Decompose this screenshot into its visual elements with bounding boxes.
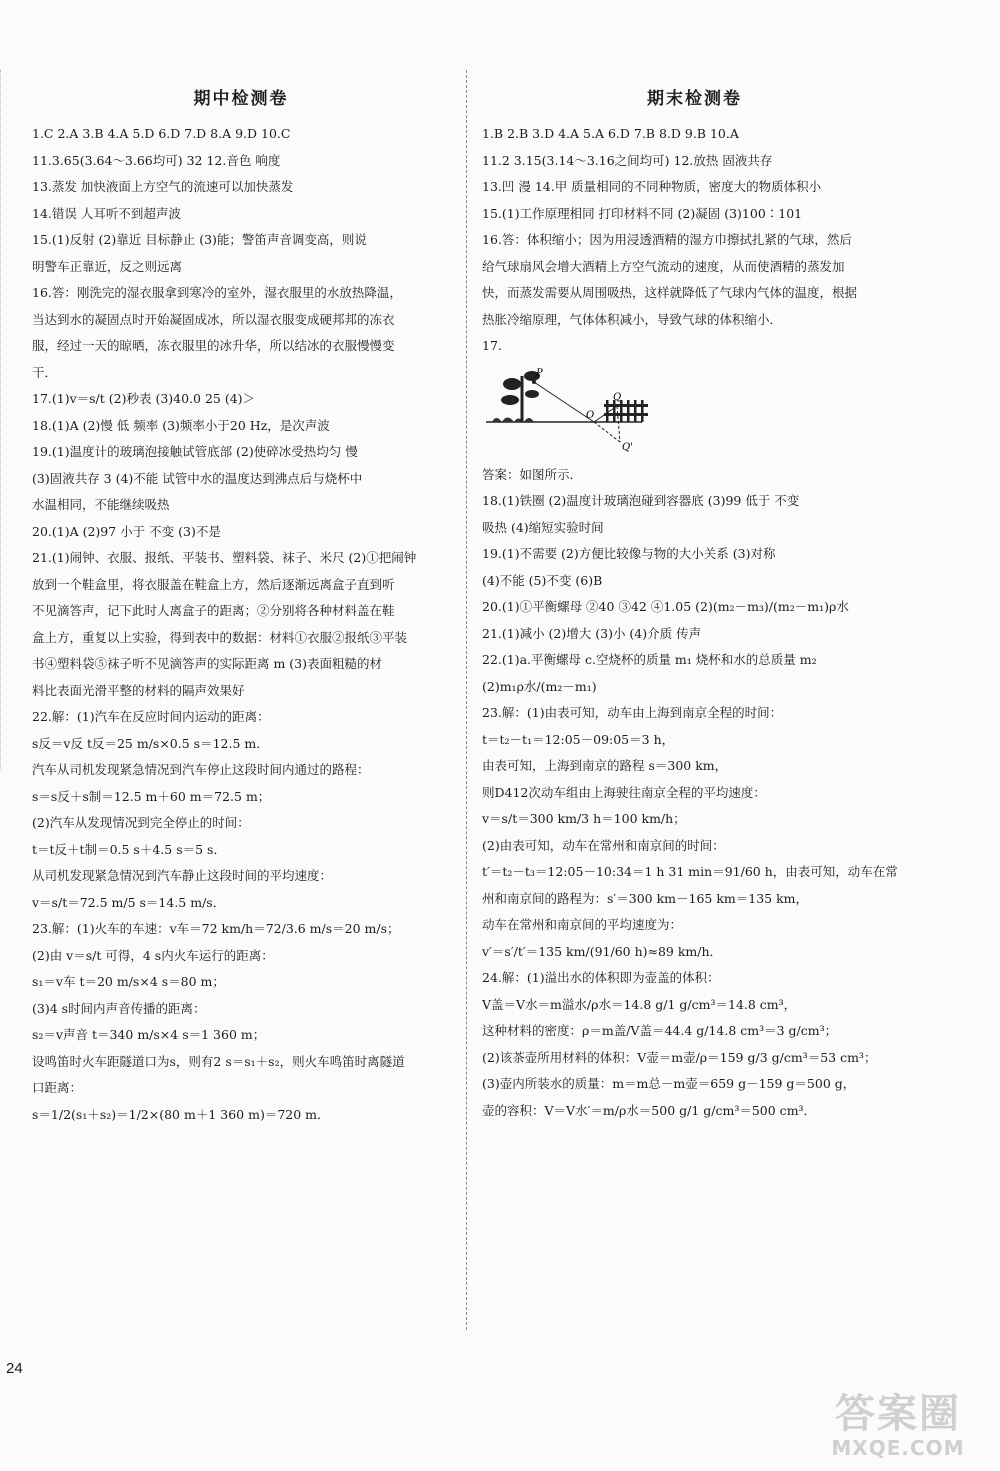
answer-line: s＝1/2(s₁＋s₂)＝1/2×(80 m＋1 360 m)＝720 m． [32,1106,330,1122]
midterm-title: 期中检测卷 [193,89,289,109]
answer-line: 则D412次动车组由上海驶往南京全程的平均速度： [482,784,766,800]
tree-leaf-icon [501,395,519,405]
answer-line: t＝t₂－t₁＝12:05－09:05＝3 h， [482,731,675,747]
answer-line: v＝s/t＝300 km/3 h＝100 km/h； [482,811,686,826]
page-number: 24 [6,1360,23,1377]
answer-line: 答案：如图所示． [482,466,583,482]
label-o: O [586,409,595,421]
answer-line: (3)4 s时间内声音传播的距离： [32,1000,206,1016]
answer-line: 书④塑料袋⑤袜子听不见滴答声的实际距离 m (3)表面粗糙的材 [32,656,383,671]
answer-line: 15.(1)反射 (2)靠近 目标静止 (3)能；警笛声音调变高，则说 [32,232,367,247]
answer-line: 吸热 (4)缩短实验时间 [482,519,604,535]
answer-line: 壶的容积：V＝V水′＝m/ρ水＝500 g/1 g/cm³＝500 cm³． [482,1102,817,1118]
column-divider [466,70,467,1330]
answer-line: (2)m₁ρ水/(m₂－m₁) [482,678,597,694]
answer-line: 州和南京间的路程为：s′＝300 km－165 km＝135 km， [482,890,809,906]
midterm-answer-lines [32,121,450,1128]
answer-line: 干． [32,364,58,380]
answer-line: 服，经过一天的晾晒，冻衣服里的冰升华，所以结冰的衣服慢慢变 [32,338,395,353]
answer-line: 从司机发现紧急情况到汽车静止这段时间的平均速度： [32,868,333,883]
answer-line: 明警车正靠近，反之则远离 [32,258,183,274]
answer-line: 24.解：(1)溢出水的体积即为壶盖的体积： [482,970,720,985]
answer-line: (2)该茶壶所用材料的体积：V壶＝m壶/ρ＝159 g/3 g/cm³＝53 cm³； [482,1049,877,1065]
answer-line: v′＝s′/t′＝135 km/(91/60 h)≈89 km/h． [482,943,723,959]
answer-line: 19.(1)不需要 (2)方便比较像与物的大小关系 (3)对称 [482,546,776,561]
answer-line: t＝t反＋t制＝0.5 s＋4.5 s＝5 s． [32,841,226,857]
virtual-ray [594,422,620,442]
answer-line: 18.(1)A (2)慢 低 频率 (3)频率小于20 Hz，是次声波 [32,417,330,433]
answer-line: (2)汽车从发现情况到完全停止的时间： [32,815,250,830]
answer-line: (3)壶内所装水的质量：m＝m总－m壶＝659 g－159 g＝500 g， [482,1076,856,1091]
answer-line: 快，而蒸发需要从周围吸热，这样就降低了气球内气体的温度，根据 [482,285,858,300]
answer-line: 设鸣笛时火车距隧道口为s，则有2 s＝s₁＋s₂，则火车鸣笛时离隧道 [32,1053,405,1069]
answer-line: 18.(1)铁圈 (2)温度计玻璃泡碰到容器底 (3)99 低于 不变 [482,493,800,508]
reflection-figure [482,360,652,456]
answer-line: 23.解：(1)由表可知，动车由上海到南京全程的时间： [482,705,783,720]
answer-line: 23.解：(1)火车的车速：v车＝72 km/h＝72/3.6 m/s＝20 m/s； [32,921,400,936]
answer-line: 13.凹 漫 14.甲 质量相同的不同种物质，密度大的物质体积小 [482,179,822,194]
answer-line: v＝s/t＝72.5 m/5 s＝14.5 m/s． [32,894,226,910]
answer-line: 热胀冷缩原理，气体体积减小，导致气球的体积缩小． [482,311,783,327]
watermark-logo [808,1392,988,1466]
answer-line: 这种材料的密度：ρ＝m盖/V盖＝44.4 g/14.8 cm³＝3 g/cm³； [482,1023,838,1038]
watermark-text: 答案圈 [835,1391,961,1437]
answer-line: 19.(1)温度计的玻璃泡接触试管底部 (2)使碎冰受热均匀 慢 [32,444,358,459]
answer-line: (2)由表可知，动车在常州和南京间的时间： [482,837,725,853]
answer-line: 1.C 2.A 3.B 4.A 5.D 6.D 7.D 8.A 9.D 10.C [32,126,291,141]
answer-line: 11.3.65(3.64～3.66均可) 32 12.音色 响度 [32,152,281,168]
answer-line: 盒上方，重复以上实验，得到表中的数据：材料①衣服②报纸③平装 [32,629,408,645]
answer-line: 21.(1)减小 (2)增大 (3)小 (4)介质 传声 [482,625,702,641]
answer-line: (2)由 v＝s/t 可得，4 s内火车运行的距离： [32,947,274,963]
label-q: Q [613,391,622,403]
watermark-url: MXQE.COM [831,1436,965,1460]
answer-line: s反＝v反 t反＝25 m/s×0.5 s＝12.5 m． [32,735,269,751]
answer-line: 水温相同，不能继续吸热 [32,497,170,512]
answer-line: 汽车从司机发现紧急情况到汽车停止这段时间内通过的路程： [32,762,370,777]
final-answer-lines-bottom [482,462,907,1125]
tree-leaf-icon [525,390,539,398]
answer-line: 不见滴答声，记下此时人离盒子的距离；②分别将各种材料盖在鞋 [32,603,395,618]
tree-fence-diagram [482,360,652,456]
answer-line: V盖＝V水＝m溢水/ρ水＝14.8 g/1 g/cm³＝14.8 cm³， [482,996,797,1012]
tree-leaf-icon [503,378,521,390]
answer-line: 20.(1)A (2)97 小于 不变 (3)不是 [32,523,221,539]
answer-line: 1.B 2.B 3.D 4.A 5.A 6.D 7.B 8.D 9.B 10.A [482,126,739,141]
answer-line: s₁＝v车 t＝20 m/s×4 s＝80 m； [32,974,225,989]
answer-line: 20.(1)①平衡螺母 ②40 ③42 ④1.05 (2)(m₂－m₃)/(m₂－m₁)ρ水 [482,599,849,614]
midterm-answers-column [32,78,450,1128]
answer-line: (4)不能 (5)不变 (6)B [482,572,603,588]
answer-line: 放到一个鞋盒里，将衣服盖在鞋盒上方，然后逐渐远离盒子直到听 [32,576,395,592]
final-answer-lines-top [482,121,907,360]
answer-line: 13.蒸发 加快液面上方空气的流速可以加快蒸发 [32,179,294,194]
answer-line: s＝s反＋s制＝12.5 m＋60 m＝72.5 m； [32,788,271,804]
answer-line: 当达到水的凝固点时开始凝固成冰，所以湿衣服变成硬邦邦的冻衣 [32,311,395,327]
answer-line: 17. [482,338,502,353]
answer-line: 动车在常州和南京间的平均速度为： [482,917,683,932]
answer-line: t′＝t₂－t₃＝12:05－10:34＝1 h 31 min＝91/60 h，由表可知，动车在常 [482,864,898,879]
image-connector [617,406,620,442]
answer-line: 22.(1)a.平衡螺母 c.空烧杯的质量 m₁ 烧杯和水的总质量 m₂ [482,652,817,667]
answer-line: 17.(1)v＝s/t (2)秒表 (3)40.0 25 (4)＞ [32,391,256,406]
answer-line: s₂＝v声音 t＝340 m/s×4 s＝1 360 m； [32,1027,266,1042]
label-p: P [536,367,543,379]
answer-line: 22.解：(1)汽车在反应时间内运动的距离： [32,709,270,724]
answer-line: 11.2 3.15(3.14～3.16之间均可) 12.放热 固液共存 [482,152,773,168]
answer-line: 15.(1)工作原理相同 打印材料不同 (2)凝固 (3)100∶101 [482,205,803,221]
final-title: 期末检测卷 [647,89,742,109]
light-ray-incident [534,382,594,422]
answer-line: 由表可知，上海到南京的路程 s＝300 km， [482,758,728,773]
answer-line: 14.错误 人耳听不到超声波 [32,205,181,221]
answer-line: 16.答：体积缩小；因为用浸透酒精的湿方巾擦拭扎紧的气球，然后 [482,232,852,247]
answer-line: 给气球扇风会增大酒精上方空气流动的速度，从而使酒精的蒸发加 [482,258,845,274]
answer-line: 21.(1)闹钟、衣服、报纸、平装书、塑料袋、袜子、米尺 (2)①把闹钟 [32,550,417,565]
answer-line: (3)固液共存 3 (4)不能 试管中水的温度达到沸点后与烧杯中 [32,470,363,486]
page-edge-mark [0,70,3,770]
answer-line: 16.答：刚洗完的湿衣服拿到寒冷的室外，湿衣服里的水放热降温， [32,285,402,300]
grass-icon [492,417,534,422]
final-answers-column [482,78,907,1124]
label-q-prime: Q' [622,441,633,453]
answer-line: 料比表面光滑平整的材料的隔声效果好 [32,682,245,698]
answer-line: 口距离： [32,1080,83,1095]
